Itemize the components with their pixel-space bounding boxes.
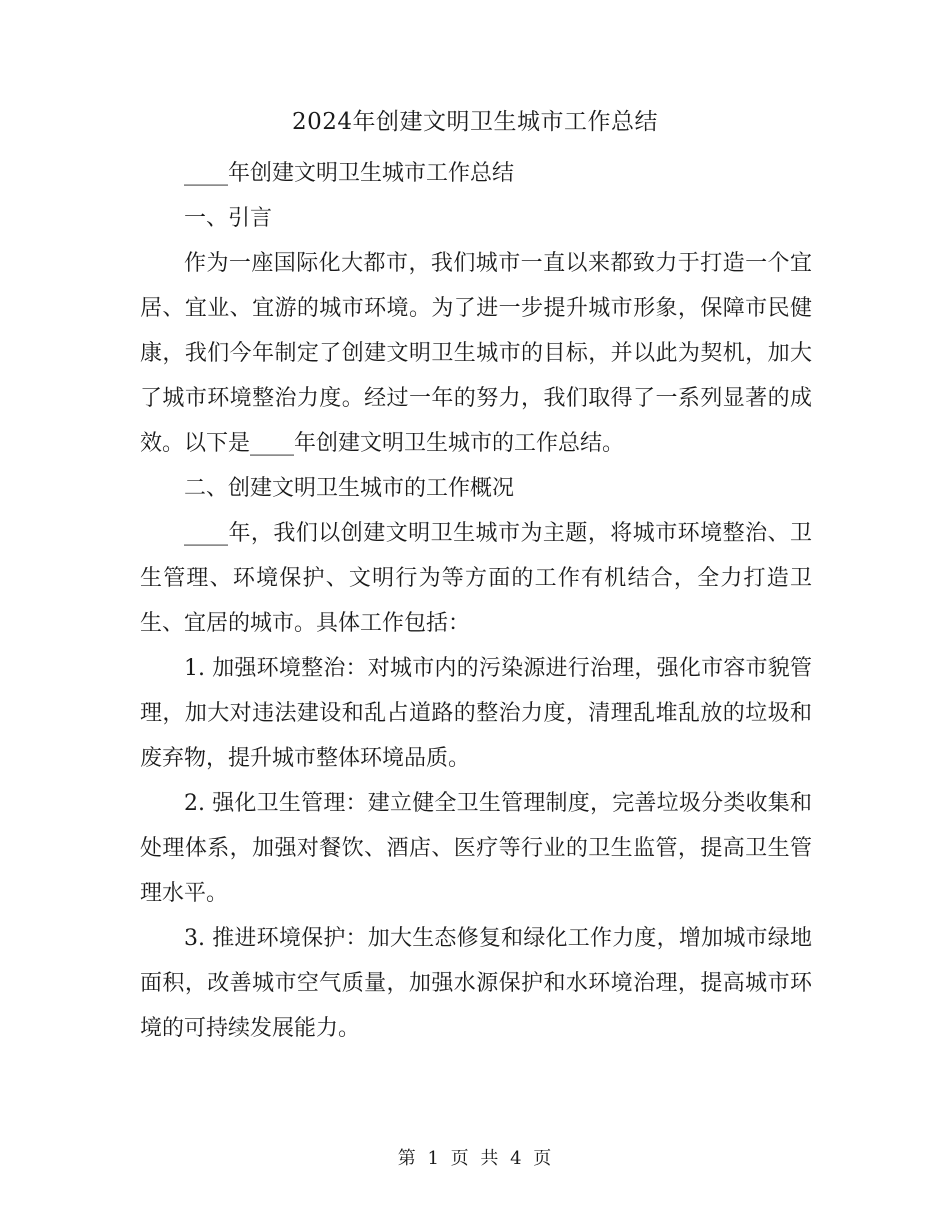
subtitle-paragraph: ____年创建文明卫生城市工作总结 — [184, 161, 515, 186]
list-item-environment-renovation: 1. 加强环境整治：对城市内的污染源进行治理，强化市容市貌管理，加大对违法建设和乱占道路的整治力度，清理乱堆乱放的垃圾和废弃物，提升城市整体环境品质。 — [140, 656, 812, 771]
document-body — [140, 151, 812, 1051]
document-title: 2024年创建文明卫生城市工作总结 — [291, 109, 659, 135]
section-heading-overview: 二、创建文明卫生城市的工作概况 — [184, 476, 515, 501]
overview-paragraph: ____年，我们以创建文明卫生城市为主题，将城市环境整治、卫生管理、环境保护、文明行为等方面的工作有机结合，全力打造卫生、宜居的城市。具体工作包括： — [140, 521, 812, 636]
list-item-sanitation-management: 2. 强化卫生管理：建立健全卫生管理制度，完善垃圾分类收集和处理体系，加强对餐饮、酒店、医疗等行业的卫生监管，提高卫生管理水平。 — [140, 791, 812, 906]
page-footer: 第 1 页 共 4 页 — [397, 1148, 553, 1169]
section-heading-introduction: 一、引言 — [184, 206, 273, 231]
list-item-environmental-protection: 3. 推进环境保护：加大生态修复和绿化工作力度，增加城市绿地面积，改善城市空气质量，加强水源保护和水环境治理，提高城市环境的可持续发展能力。 — [140, 926, 812, 1041]
introduction-paragraph: 作为一座国际化大都市，我们城市一直以来都致力于打造一个宜居、宜业、宜游的城市环境。为了进一步提升城市形象，保障市民健康，我们今年制定了创建文明卫生城市的目标，并以此为契机，加大了城市环境整治力度。经过一年的努力，我们取得了一系列显著的成效。以下是____年创建文明卫生城市的工作总结。 — [140, 251, 812, 456]
